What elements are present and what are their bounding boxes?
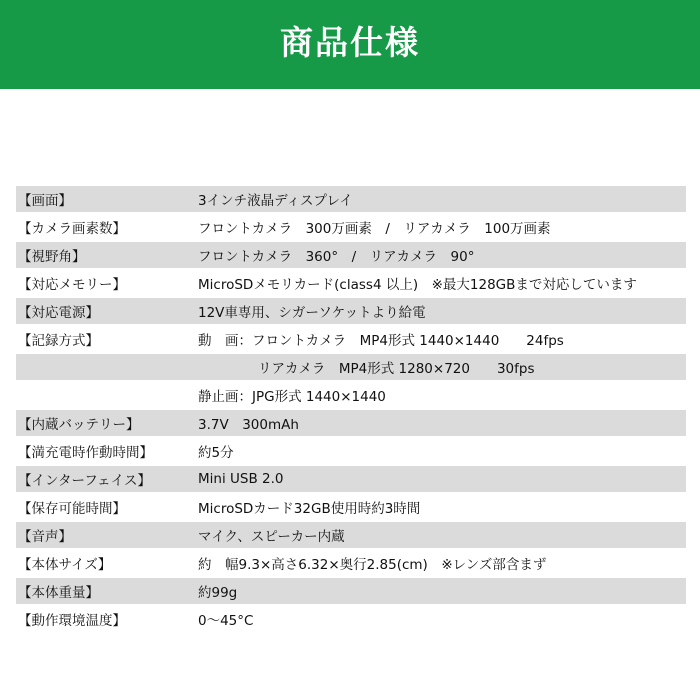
spec-row-runtime [16,438,686,464]
spec-label: 【視野角】 [18,249,86,265]
spec-value: 動 画：フロントカメラ MP4形式 1440×1440 24fps [198,333,564,349]
spec-value: 約 幅9.3×高さ6.32×奥行2.85(cm) ※レンズ部含まず [198,557,547,573]
spec-value: Mini USB 2.0 [198,471,284,487]
spec-row-camera-pixels [16,214,686,240]
page-title: 商品仕様 [280,23,420,62]
spec-value: 3インチ液晶ディスプレイ [198,193,353,209]
spec-value: リアカメラ MP4形式 1280×720 30fps [258,361,535,377]
spec-row-recording-format [16,326,686,352]
spec-value: 12V車専用、シガーソケットより給電 [198,305,426,321]
spec-label: 【内蔵バッテリー】 [18,417,140,433]
spec-row-battery [16,410,686,436]
spec-label: 【対応メモリー】 [18,277,126,293]
spec-label: 【本体サイズ】 [18,557,112,573]
spec-label: 【動作環境温度】 [18,613,126,629]
spec-label: 【本体重量】 [18,585,99,601]
spec-value: フロントカメラ 360° / リアカメラ 90° [198,249,475,265]
spec-row-audio [16,522,686,548]
spec-row-interface [16,466,686,492]
spec-row-operating-temp [16,606,686,632]
spec-label: 【対応電源】 [18,305,99,321]
spec-value: 0〜45°C [198,613,254,629]
spec-value: 約5分 [198,445,234,461]
spec-row-screen [16,186,686,212]
spec-value: 約99g [198,585,238,601]
spec-row-memory [16,270,686,296]
spec-row-recording-still [16,382,686,408]
spec-label: 【インターフェイス】 [18,473,151,489]
spec-value: MicroSDメモリカード(class4 以上) ※最大128GBまで対応しています [198,277,637,293]
spec-value: 3.7V 300mAh [198,417,299,433]
spec-row-size [16,550,686,576]
spec-label: 【満充電時作動時間】 [18,445,153,461]
spec-value: MicroSDカード32GB使用時約3時間 [198,501,421,517]
spec-label: 【保存可能時間】 [18,501,126,517]
spec-value: 静止画：JPG形式 1440×1440 [198,389,386,405]
spec-row-recording-rear [16,354,686,380]
spec-table [16,186,686,634]
spec-label: 【カメラ画素数】 [18,221,126,237]
spec-row-view-angle [16,242,686,268]
spec-row-weight [16,578,686,604]
spec-label: 【音声】 [18,529,72,545]
spec-value: マイク、スピーカー内蔵 [198,529,345,545]
spec-label: 【記録方式】 [18,333,99,349]
spec-value: フロントカメラ 300万画素 / リアカメラ 100万画素 [198,221,551,237]
spec-row-power [16,298,686,324]
spec-label: 【画面】 [18,193,72,209]
spec-row-storage-time [16,494,686,520]
page-header [0,0,700,89]
